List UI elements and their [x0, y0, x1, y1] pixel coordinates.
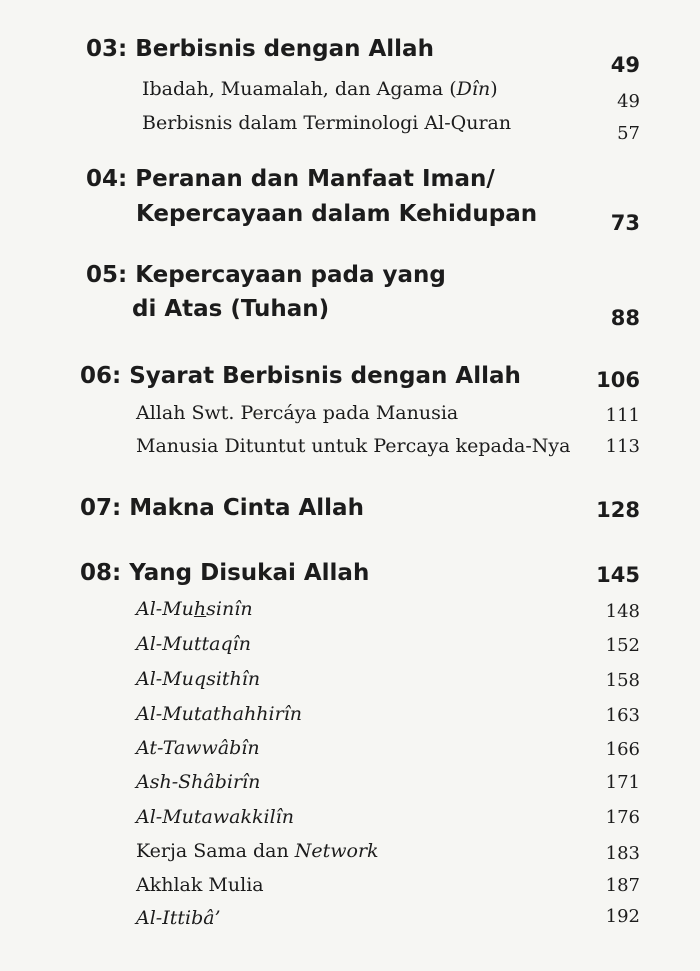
chapter-08-sub-9-page: 187 — [605, 875, 640, 896]
chapter-08-sub-1: Al-Muhsinîn — [136, 598, 253, 620]
bleed-through-decoration — [560, 215, 579, 285]
chapter-03-title: 03: Berbisnis dengan Allah — [86, 36, 434, 62]
chapter-03-sub-1: Ibadah, Muamalah, dan Agama (Dîn) — [142, 78, 498, 100]
chapter-08-sub-2: Al-Muttaqîn — [136, 633, 251, 655]
chapter-08-sub-9: Akhlak Mulia — [136, 874, 264, 896]
chapter-08-sub-7-page: 176 — [605, 807, 640, 828]
chapter-06-page: 106 — [596, 368, 640, 392]
chapter-04-page: 73 — [610, 211, 640, 235]
chapter-07-page: 128 — [596, 498, 640, 522]
chapter-06-title: 06: Syarat Berbisnis dengan Allah — [80, 363, 521, 389]
chapter-08-sub-5: At-Tawwâbîn — [136, 737, 260, 759]
chapter-08-sub-10: Al-Ittibâ’ — [136, 907, 221, 929]
chapter-08-sub-3-page: 158 — [605, 670, 640, 691]
chapter-05-title-line1: 05: Kepercayaan pada yang — [86, 262, 446, 288]
chapter-08-sub-6: Ash-Shâbirîn — [136, 771, 261, 793]
chapter-08-sub-7: Al-Mutawakkilîn — [136, 806, 294, 828]
chapter-08-sub-3: Al-Muqsithîn — [136, 668, 261, 690]
chapter-08-title: 08: Yang Disukai Allah — [80, 560, 370, 586]
chapter-05-page: 88 — [610, 306, 640, 330]
chapter-08-sub-4-page: 163 — [605, 705, 640, 726]
chapter-06-sub-1-page: 111 — [605, 405, 640, 426]
chapter-03-sub-1-page: 49 — [617, 91, 640, 112]
chapter-08-sub-6-page: 171 — [605, 772, 640, 793]
chapter-06-sub-1: Allah Swt. Percáya pada Manusia — [136, 402, 459, 424]
chapter-08-page: 145 — [596, 563, 640, 587]
chapter-08-sub-8: Kerja Sama dan Network — [136, 840, 379, 862]
chapter-06-sub-2: Manusia Dituntut untuk Percaya kepada-Nya — [136, 435, 571, 457]
chapter-03-sub-2: Berbisnis dalam Terminologi Al-Quran — [142, 112, 512, 134]
chapter-07-title: 07: Makna Cinta Allah — [80, 495, 364, 521]
chapter-04-title-line1: 04: Peranan dan Manfaat Iman/ — [86, 166, 495, 192]
chapter-03-sub-2-page: 57 — [617, 123, 640, 144]
chapter-08-sub-4: Al-Mutathahhirîn — [136, 703, 303, 725]
chapter-08-sub-2-page: 152 — [605, 635, 640, 656]
chapter-04-title-line2: Kepercayaan dalam Kehidupan — [136, 201, 538, 227]
chapter-08-sub-8-page: 183 — [605, 843, 640, 864]
chapter-08-sub-5-page: 166 — [605, 739, 640, 760]
chapter-08-sub-10-page: 192 — [605, 906, 640, 927]
chapter-08-sub-1-page: 148 — [605, 601, 640, 622]
chapter-03-page: 49 — [610, 53, 640, 77]
chapter-06-sub-2-page: 113 — [605, 436, 640, 457]
chapter-05-title-line2: di Atas (Tuhan) — [132, 296, 330, 322]
